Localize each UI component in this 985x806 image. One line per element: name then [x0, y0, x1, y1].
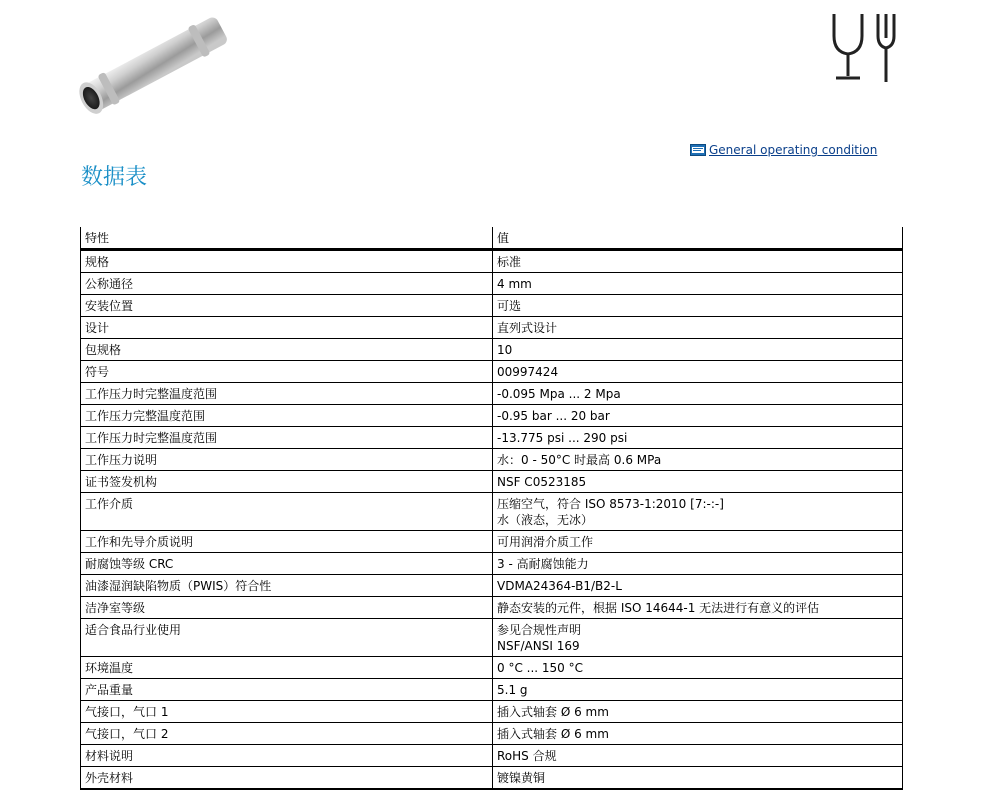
value-cell: [493, 295, 903, 317]
table-row: [81, 493, 903, 531]
table-row: [81, 427, 903, 449]
table-row: [81, 597, 903, 619]
value-cell: [493, 657, 903, 679]
value-line: -13.775 psi ... 290 psi: [497, 431, 628, 445]
table-row: [81, 575, 903, 597]
spec-table: [80, 227, 903, 790]
value-line: 00997424: [497, 365, 559, 379]
value-cell: [493, 619, 903, 657]
value-cell: [493, 339, 903, 361]
table-row: [81, 619, 903, 657]
food-safe-icon: [828, 10, 908, 86]
value-line: 5.1 g: [497, 683, 528, 697]
value-line: VDMA24364-B1/B2-L: [497, 579, 622, 593]
property-cell: 气接口，气口 1: [81, 701, 493, 723]
value-cell: [493, 405, 903, 427]
general-operating-condition-link[interactable]: [690, 143, 877, 157]
property-cell: 适合食品行业使用: [81, 619, 493, 657]
table-body: [81, 250, 903, 790]
page-title: 数据表: [81, 165, 148, 190]
property-cell: 工作压力说明: [81, 449, 493, 471]
property-cell: 工作压力时完整温度范围: [81, 383, 493, 405]
property-cell: 油漆湿润缺陷物质（PWIS）符合性: [81, 575, 493, 597]
value-cell: [493, 250, 903, 273]
value-line: 可用润滑介质工作: [497, 535, 594, 549]
value-line: NSF C0523185: [497, 475, 587, 489]
value-line: 10: [497, 343, 513, 357]
value-line: 插入式轴套 Ø 6 mm: [497, 727, 609, 741]
property-cell: 安装位置: [81, 295, 493, 317]
value-cell: [493, 701, 903, 723]
value-cell: [493, 723, 903, 745]
value-cell: [493, 471, 903, 493]
value-line: 镀镍黄铜: [497, 771, 546, 785]
value-line: RoHS 合规: [497, 749, 557, 763]
table-row: [81, 531, 903, 553]
table-row: [81, 471, 903, 493]
value-cell: [493, 273, 903, 295]
value-cell: [493, 361, 903, 383]
value-cell: [493, 531, 903, 553]
table-row: [81, 767, 903, 790]
table-row: [81, 679, 903, 701]
property-cell: 包规格: [81, 339, 493, 361]
table-row: [81, 701, 903, 723]
table-row: [81, 657, 903, 679]
value-line: 静态安装的元件，根据 ISO 14644-1 无法进行有意义的评估: [497, 601, 820, 615]
value-line: 参见合规性声明: [497, 623, 582, 637]
table-row: [81, 250, 903, 273]
table-row: [81, 317, 903, 339]
value-cell: [493, 767, 903, 790]
table-row: [81, 339, 903, 361]
value-line: NSF/ANSI 169: [497, 639, 580, 653]
header-value: 值: [493, 227, 903, 250]
property-cell: 环境温度: [81, 657, 493, 679]
property-cell: 符号: [81, 361, 493, 383]
property-cell: 工作介质: [81, 493, 493, 531]
value-line: 4 mm: [497, 277, 532, 291]
value-cell: [493, 317, 903, 339]
pdf-icon: [690, 144, 706, 156]
property-cell: 气接口，气口 2: [81, 723, 493, 745]
property-cell: 产品重量: [81, 679, 493, 701]
value-cell: [493, 427, 903, 449]
table-row: [81, 745, 903, 767]
value-cell: [493, 449, 903, 471]
table-row: [81, 273, 903, 295]
value-line: 可选: [497, 299, 522, 313]
value-line: -0.095 Mpa ... 2 Mpa: [497, 387, 621, 401]
value-line: -0.95 bar ... 20 bar: [497, 409, 610, 423]
property-cell: 外壳材料: [81, 767, 493, 790]
value-line: 0 °C ... 150 °C: [497, 661, 583, 675]
value-line: 标准: [497, 255, 522, 269]
table-header-row: [81, 227, 903, 250]
value-line: 直列式设计: [497, 321, 558, 335]
property-cell: 证书签发机构: [81, 471, 493, 493]
value-line: 插入式轴套 Ø 6 mm: [497, 705, 609, 719]
value-line: 3 - 高耐腐蚀能力: [497, 557, 589, 571]
value-line: 压缩空气，符合 ISO 8573-1:2010 [7:-:-]: [497, 497, 724, 511]
property-cell: 洁净室等级: [81, 597, 493, 619]
header-property: 特性: [81, 227, 493, 250]
value-cell: [493, 745, 903, 767]
table-row: [81, 723, 903, 745]
table-row: [81, 449, 903, 471]
product-image: [76, 10, 238, 114]
property-cell: 材料说明: [81, 745, 493, 767]
value-cell: [493, 597, 903, 619]
value-cell: [493, 679, 903, 701]
table-row: [81, 553, 903, 575]
table-row: [81, 295, 903, 317]
value-cell: [493, 383, 903, 405]
table-row: [81, 383, 903, 405]
property-cell: 耐腐蚀等级 CRC: [81, 553, 493, 575]
value-cell: [493, 575, 903, 597]
property-cell: 设计: [81, 317, 493, 339]
value-cell: [493, 493, 903, 531]
link-label[interactable]: General operating condition: [709, 143, 878, 157]
value-cell: [493, 553, 903, 575]
value-line: 水（液态，无冰）: [497, 513, 594, 527]
value-line: 水：0 - 50°C 时最高 0.6 MPa: [497, 453, 662, 467]
property-cell: 公称通径: [81, 273, 493, 295]
property-cell: 工作和先导介质说明: [81, 531, 493, 553]
property-cell: 工作压力完整温度范围: [81, 405, 493, 427]
property-cell: 工作压力时完整温度范围: [81, 427, 493, 449]
table-row: [81, 405, 903, 427]
property-cell: 规格: [81, 250, 493, 273]
table-row: [81, 361, 903, 383]
